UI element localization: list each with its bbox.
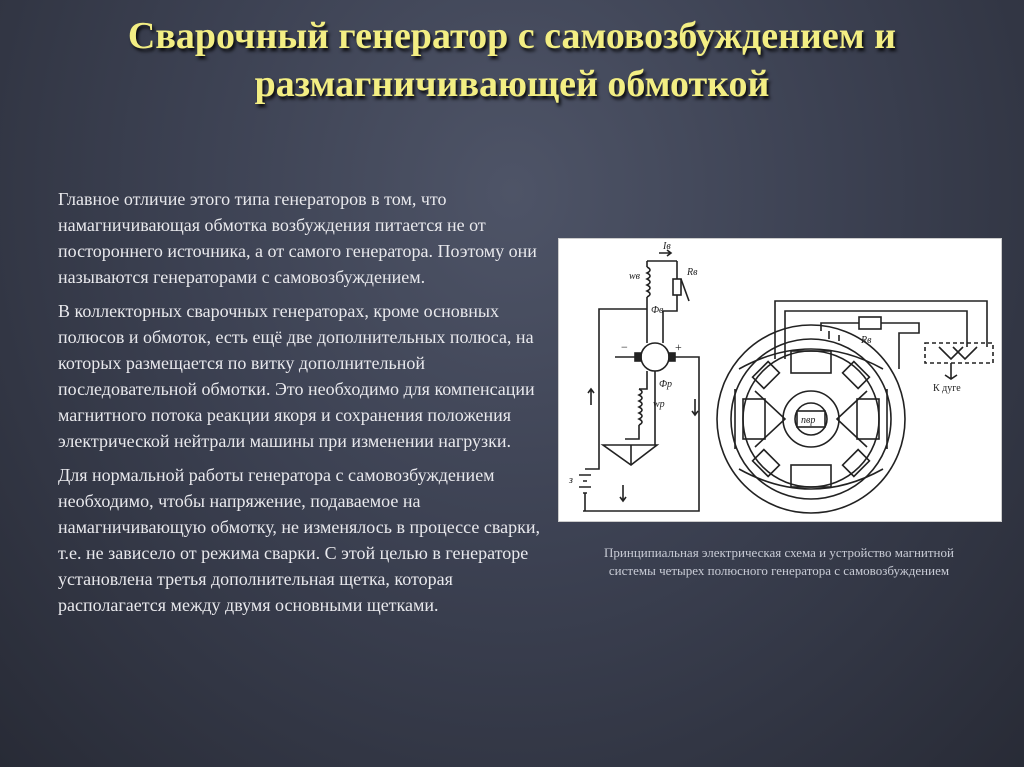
- paragraph-additional-poles: В коллекторных сварочных генераторах, кроме основных полюсов и обмоток, есть ещё две дополнительных полюса, на которых размещается по витку дополнительной последовательной обмотки. Это необходимо для компенсации магнитного потока реакции якоря и сохранения положения электрической нейтрали машины при изменении нагрузки.: [58, 301, 535, 451]
- label-flux-r: Фр: [659, 379, 673, 390]
- slide-body: [58, 186, 552, 626]
- label-plus: +: [675, 340, 682, 354]
- label-ground: з: [569, 475, 573, 486]
- schematic-labels: [568, 241, 698, 486]
- label-to-arc: К дуге: [933, 383, 961, 394]
- label-current: Iв: [663, 241, 671, 252]
- label-winding-wb: wв: [629, 271, 641, 282]
- magnetic-system: [717, 301, 993, 513]
- figure-caption: Принципиальная электрическая схема и устройство магнитной системы четырех полюсного генератора с самовозбуждением: [604, 545, 954, 578]
- slide-title: Сварочный генератор с самовозбуждением и размагничивающей обмоткой: [127, 15, 897, 105]
- generator-schematic-figure: [558, 238, 1002, 522]
- label-rheostat: Rв: [687, 267, 698, 278]
- label-flux-b: Фв: [651, 305, 664, 316]
- paragraph-main-difference: Главное отличие этого типа генераторов в том, что намагничивающая обмотка возбуждения питается не от постороннего источника, а от самого генератора. Поэтому они называются генераторами с самовозбуждением.: [58, 189, 537, 287]
- generator-schematic-diagram: [559, 239, 1001, 521]
- label-minus: −: [621, 340, 628, 354]
- paragraph-third-brush: Для нормальной работы генератора с самовозбуждением необходимо, чтобы напряжение, подаваемое на намагничивающую обмотку, не изменялось в процессе сварки, т.е. не зависело от режима сварки. С этой целью в генераторе установлена третья дополнительная щетка, которая располагается между двумя основными щетками.: [58, 465, 540, 615]
- circuit-schematic: [579, 250, 699, 511]
- label-rheostat-2: Rв: [861, 335, 872, 346]
- label-rotor-speed: nвр: [801, 415, 816, 426]
- label-winding-wr: wр: [653, 399, 665, 410]
